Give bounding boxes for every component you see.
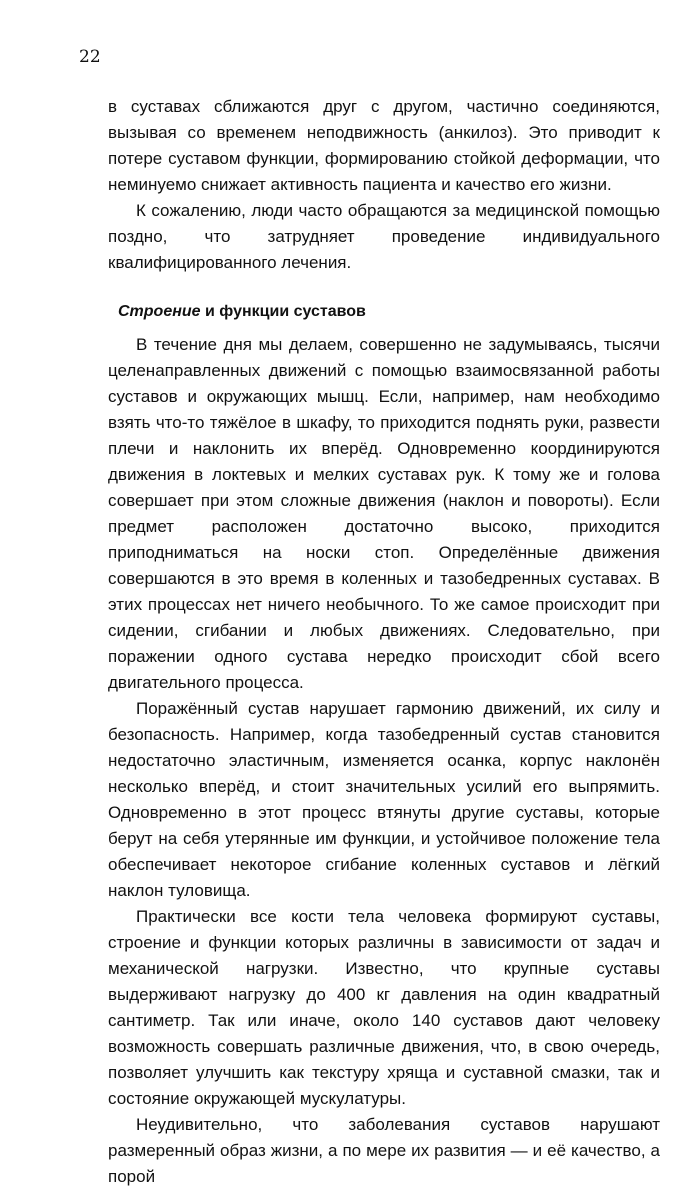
- text-block-top: [108, 94, 660, 276]
- paragraph: Поражённый сустав нарушает гармонию движений, их силу и безопасность. Например, когда тазобедренный сустав становится недостаточно эластичным, изменяется осанка, корпус наклонён несколько вперёд, и стоит значительных усилий его выпрямить. Одновременно в этот процесс втянуты другие суставы, которые берут на себя утерянные им функции, и устойчивое положение тела обеспечивает некоторое сгибание коленных суставов и лёгкий наклон туловища.: [108, 699, 660, 900]
- section-joint-structure: [108, 300, 660, 1190]
- page-number: 22: [79, 47, 101, 67]
- paragraph: Неудивительно, что заболевания суставов нарушают размеренный образ жизни, а по мере их развития — и её качество, а порой: [108, 1115, 660, 1186]
- section-heading-italic: Строение: [118, 303, 201, 320]
- paragraph-continued: в суставах сближаются друг с другом, частично соединяются, вызывая со временем неподвижность (анкилоз). Это приводит к потере суставом функции, формированию стойкой деформации, что неминуемо снижает активность пациента и качество его жизни.: [108, 97, 660, 194]
- section-heading: [108, 300, 660, 324]
- paragraph: Практически все кости тела человека формируют суставы, строение и функции которых различны в зависимости от задач и механической нагрузки. Известно, что крупные суставы выдерживают нагрузку до 400 кг давления на один квадратный сантиметр. Так или иначе, около 140 суставов дают человеку возможность совершать различные движения, что, в свою очередь, позволяет улучшить как текстуру хряща и суставной смазки, так и состояние окружающей мускулатуры.: [108, 907, 660, 1108]
- section-heading-rest: и функции суставов: [200, 303, 366, 320]
- paragraph: К сожалению, люди часто обращаются за медицинской помощью поздно, что затрудняет проведение индивидуального квалифицированного лечения.: [108, 201, 660, 272]
- paragraph: В течение дня мы делаем, совершенно не задумываясь, тысячи целенаправленных движений с помощью взаимосвязанной работы суставов и окружающих мышц. Если, например, нам необходимо взять что-то тяжёлое в шкафу, то приходится поднять руки, развести плечи и наклонить их вперёд. Одновременно координируются движения в локтевых и мелких суставах рук. К тому же и голова совершает при этом сложные движения (наклон и повороты). Если предмет расположен достаточно высоко, приходится приподниматься на носки стоп. Определённые движения совершаются в это время в коленных и тазобедренных суставах. В этих процессах нет ничего необычного. То же самое происходит при сидении, сгибании и любых движениях. Следовательно, при поражении одного сустава нередко происходит сбой всего двигательного процесса.: [108, 335, 660, 692]
